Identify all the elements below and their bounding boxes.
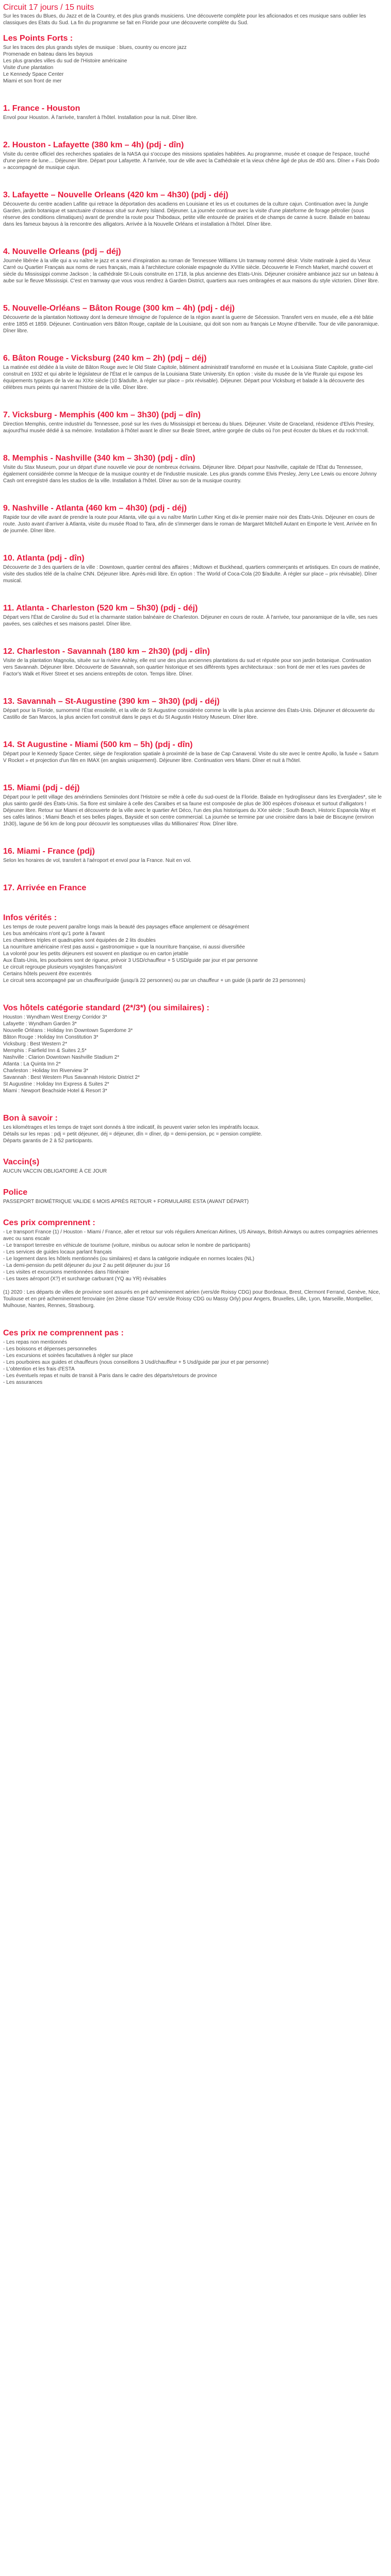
itinerary: [3, 103, 382, 894]
hotel-item: Vicksburg : Best Western 2*: [3, 1041, 68, 1047]
strength-item: Visite d'une plantation: [3, 65, 54, 71]
hotel-item: Lafayette : Wyndham Garden 3*: [3, 1021, 77, 1027]
price-excludes-item: - Les assurances: [3, 1380, 43, 1385]
info-item: Le circuit sera accompagné par un chauffeur/guide (jusqu'à 22 personnes) ou par un chauffeur + un guide (à partir de 23 personnes): [3, 978, 306, 984]
strength-item: Miami et son front de mer: [3, 78, 62, 84]
day-title: 5. Nouvelle-Orléans – Bâton Rouge (300 km – 4h) (pdj - déj): [3, 304, 235, 313]
vaccine-text: AUCUN VACCIN OBLIGATOIRE À CE JOUR: [3, 1168, 107, 1174]
hotel-item: Charleston : Holiday Inn Riverview 3*: [3, 1068, 89, 1074]
hotel-item: Houston : Wyndham West Energy Corridor 3*: [3, 1014, 107, 1020]
day-title: 12. Charleston - Savannah (180 km – 2h30) (pdj - dîn): [3, 647, 210, 656]
price-includes-item: - Le transport terrestre en véhicule de tourisme (voiture, minibus ou autocar selon le nombre de participants): [3, 1243, 251, 1248]
day-title: 9. Nashville - Atlanta (460 km – 4h30) (pdj - déj): [3, 504, 187, 513]
hotel-item: St Augustine : Holiday Inn Express & Suites 2*: [3, 1081, 109, 1087]
price-excludes-title: Ces prix ne comprennent pas :: [3, 1329, 124, 1337]
day-text: La matinée est dédiée à la visite de Bâton Rouge avec le Old State Capitole, bâtiment administratif transformé en musée et la Louisiana State Capitole, gratte-ciel construit en 1932 et qui abrite le législateur de l'État et le campus de la Louisiana State University. En option : visite du musée de la Vie Rurale qui expose les équipements typiques de la vie au XIXe siècle (10 $/adulte, à régler sur place – prix révisable). Déjeuner. Départ pour Vicksburg et balade à la découverte des célèbres murs peints qui narrent l'histoire de la ville. Dîner libre.: [3, 365, 373, 391]
price-includes-item: - Les services de guides locaux parlant français: [3, 1249, 112, 1255]
day-text: Découverte de 3 des quartiers de la ville : Downtown, quartier central des affaires ; Midtown et Buckhead, quartiers commerçants et artistiques. En cours de matinée, visite des studios télé de la chaîne CNN. Déjeuner libre. Après-midi libre. En option : The World of Coca-Cola (20 $/adulte. À régler sur place – prix révisable). Dîner musical.: [3, 565, 380, 584]
day-text: Direction Memphis, centre industriel du Tennessee, posé sur les rives du Mississippi et berceau du blues. Déjeuner. Visite de Graceland, résidence d'Elvis Presley, aujourd'hui musée dédié à sa mémoire. Installation à l'hôtel avant le dîner sur Beale Street, artère gorgée de clubs où l'on peut écouter du blues et du rock'n'roll.: [3, 421, 374, 434]
day-text: Envol pour Houston. À l'arrivée, transfert à l'hôtel. Installation pour la nuit. Dîner libre.: [3, 115, 198, 121]
day-title: 1. France - Houston: [3, 104, 80, 113]
day-text: Visite du Stax Museum, pour un départ d'une nouvelle vie pour de nombreux écrivains. Déjeuner libre. Départ pour Nashville, capitale de l'État du Tennessee, également considérée comme la Mecque de la musique country et de l'industrie musicale. Les plus grands comme Elvis Presley, Jerry Lee Lewis ou encore Johnny Cash ont enregistré dans les studios de la ville. Installation à l'hôtel. Dîner au son de la musique country.: [3, 465, 377, 484]
info-item: Les chambres triples et quadruples sont équipées de 2 lits doubles: [3, 938, 156, 943]
hotel-item: Bâton Rouge : Holiday Inn Constitution 3*: [3, 1035, 99, 1040]
infos-list: [3, 924, 382, 984]
circuit-title: Circuit 17 jours / 15 nuits: [3, 3, 94, 12]
day-text: Découverte de la plantation Nottoway dont la demeure témoigne de l'opulence de la région avant la guerre de Sécession. Transfert vers en musée, elle a été bâtie entre 1855 et 1859. Déjeuner. Continuation vers Bâton Rouge, capitale de la Louisiane, qui doit son nom au français Le Moyne d'Iberville. Tour de ville panoramique. Dîner libre.: [3, 315, 379, 334]
price-includes-item: - Les taxes aéroport (X?) et surcharge carburant (YQ au YR) révisables: [3, 1276, 167, 1282]
info-item: Le circuit regroupe plusieurs voyagistes français/ont: [3, 964, 122, 970]
info-item: Aux États-Unis, les pourboires sont de rigueur, prévoir 3 USD/chauffeur + 5 USD/guide par jour et par personne: [3, 958, 258, 963]
good-to-know-title: Bon à savoir :: [3, 1114, 58, 1123]
price-excludes-item: - Les boissons et dépenses personnelles: [3, 1346, 97, 1352]
day-title: 16. Miami - France (pdj): [3, 847, 95, 856]
info-item: Certains hôtels peuvent être excentrés: [3, 971, 92, 977]
price-excludes-list: [3, 1339, 382, 1386]
hotel-item: Miami : Newport Beachside Hotel & Resort 3*: [3, 1088, 107, 1094]
day-title: 11. Atlanta - Charleston (520 km – 5h30) (pdj - déj): [3, 604, 198, 613]
price-excludes-item: - L'obtention et les frais d'ESTA: [3, 1366, 75, 1372]
hotel-item: Memphis : Fairfield Inn & Suites 2,5*: [3, 1048, 87, 1054]
day-title: 7. Vicksburg - Memphis (400 km – 3h30) (pdj – dîn): [3, 411, 201, 419]
price-includes-title: Ces prix comprennent :: [3, 1218, 95, 1227]
good-to-know-item: Les kilométrages et les temps de trajet sont donnés à titre indicatif, ils peuvent varier selon les impératifs locaux.: [3, 1125, 259, 1130]
price-includes-item: - Le logement dans les hôtels mentionnés (ou similaires) et dans la catégorie indiquée en normes locales (NL): [3, 1256, 254, 1262]
strengths-list: [3, 44, 382, 84]
departure-note: (1) 2020 : Les départs de villes de province sont assurés en pré acheminement aérien (vers/de Roissy CDG) pour Bordeaux, Brest, Clermont Ferrand, Genève, Nice, Toulouse et en pré acheminement ferroviaire (en 2ème classe TGV vers/de Roissy CDG ou Massy Orly) pour Angers, Bruxelles, Lille, Lyon, Marseille, Montpellier, Mulhouse, Nantes, Rennes, Strasbourg.: [3, 1290, 380, 1309]
hotel-item: Atlanta : La Quinta Inn 2*: [3, 1061, 61, 1067]
strengths-title: Les Points Forts :: [3, 34, 73, 43]
day-title: 2. Houston - Lafayette (380 km – 4h) (pdj - dîn): [3, 141, 184, 149]
info-item: Les temps de route peuvent paraître longs mais la beauté des paysages efface amplement ce désagrément: [3, 924, 249, 930]
price-excludes-item: - Les excursions et soirées facultatives à régler sur place: [3, 1353, 133, 1359]
price-includes-list: [3, 1229, 382, 1282]
day-title: 14. St Augustine - Miami (500 km – 5h) (pdj - dîn): [3, 740, 193, 749]
price-includes-item: - Le transport France (1) / Houston - Miami / France, aller et retour sur vols réguliers American Airlines, US Airways, British Airways ou autres compagnies aériennes avec ou sans escale: [3, 1229, 378, 1242]
good-to-know-list: [3, 1124, 382, 1144]
strength-item: Sur les traces des plus grands styles de musique : blues, country ou encore jazz: [3, 45, 187, 50]
price-excludes-item: - Les pourboires aux guides et chauffeurs (nous conseillons 3 Usd/chauffeur + 5 Usd/guide par jour et par personne): [3, 1360, 269, 1365]
day-text: Visite du centre officiel des recherches spatiales de la NASA qui s'occupe des missions spatiales habitées. Au programme, musée et coaque de l'espace, touché d'une pierre de lune… Déjeuner libre. Départ pour Lafayette. À l'arrivée, tour de ville avec la Cathédrale et la vieux chêne âgé de plus de 450 ans. Dîner « Fais Dodo » accompagné de musique cajun.: [3, 151, 380, 171]
hotels-list: [3, 1014, 382, 1094]
price-excludes-item: - Les éventuels repas et nuits de transit à Paris dans le cadre des départs/retours de province: [3, 1373, 217, 1379]
day-text: Départ pour le petit village des amérindiens Seminoles dont l'Histoire se mêle à celle du sud-ouest de la Floride. Balade en hydroglisseur dans les Everglades*, site le plus sainto gardé des États-Unis. Sa flore est similaire à celle des Caraïbes et sa faune est composée de plus de 300 espèces d'oiseaux et surtout d'alligators ! Déjeuner libre. Retour sur Miami et découverte de la ville avec le quartier Art Déco, l'un des plus historiques du XXe siècle ; South Beach, Historic Espanola Way et ses cafés latinos ; Miami Beach et ses belles plages, Bayside et son centre commercial. La journée se termine par une croisière dans la baie de Biscayne (environ 1h30), lagune de 56 km de long pour découvrir les somptueuses villas du Millionaires' Row. Dîner libre.: [3, 794, 382, 827]
day-text: Départ vers l'État de Caroline du Sud et la charmante station balnéaire de Charleston. Déjeuner en cours de route. À l'arrivée, tour panoramique de la ville, ses rues pavées, ses calèches et ses maisons pastel. Dîner libre.: [3, 615, 378, 627]
police-text: PASSEPORT BIOMÉTRIQUE VALIDE 6 MOIS APRÈS RETOUR + FORMULAIRE ESTA (AVANT DÉPART): [3, 1199, 249, 1205]
price-includes-item: - La demi-pension du petit déjeuner du jour 2 au petit déjeuner du jour 16: [3, 1263, 170, 1268]
day-text: Découverte du centre acadien Lafitte qui retrace la déportation des acadiens en Louisiane et les us et coutumes de la culture cajun. Continuation avec la Jungle Garden, jardin botanique et sanctuaire d'oiseaux situé sur Avery Island. Déjeuner. La journée continue avec la visite d'une plateforme de forage pétrolier (sous réserve des conditions climatiques) avant de prendre la route pour Thibodaux, petite ville entourée de prairies et de champs de canne à sucre. Balade en bateau dans les fameux bayous à la rencontre des alligators. Arrivée à la Nouvelle Orléans et installation à l'hôtel. Dîner libre.: [3, 201, 370, 227]
day-text: Départ pour la Floride, surnommé l'État ensoleillé, et la ville de St Augustine considérée comme la ville la plus ancienne des États-Unis. Déjeuner et découverte du Castillo de San Marcos, la plus ancien fort construit dans le pays et du St Augustin History Museum. Dîner libre.: [3, 708, 375, 720]
infos-title: Infos vérités :: [3, 913, 57, 922]
day-text: Selon les horaires de vol, transfert à l'aéroport et envol pour la France. Nuit en vol.: [3, 858, 191, 863]
day-text: Journée libérée à la ville qui a vu naître le jazz et a servi d'inspiration au roman de Tennessee Williams Un tramway nommé désir. Visite matinale à pied du Vieux Carré ou Quartier Français aux noms de rues français, mais à l'architecture coloniale espagnole du XVIIIe siècle. Découverte le French Market, marché couvert et siècle du Mississippi comme Jackson ; la cathédrale St-Louis construite en 1718, la plus ancienne des Etats-Unis. Déjeuner croisière ambiance jazz sur un bateau à aube sur le fleuve Mississipi. C'est en tramway que vous vous rendrez à Garden District, quartiers aux rues ombragées et aux maisons du style victorien. Dîner libre.: [3, 258, 379, 284]
strength-item: Les plus grandes villes du sud de l'Histoire américaine: [3, 58, 127, 64]
intro-text: Sur les traces du Blues, du Jazz et de la Country, et des plus grands musiciens. Une découverte complète pour les aficionados et ces musique sans oublier les classiques des Etats du Sud. La fin du programme se fait en Floride pour une découverte complète du Sud.: [3, 13, 366, 26]
hotel-item: Nouvelle Orléans : Holiday Inn Downtown Superdome 3*: [3, 1028, 133, 1033]
good-to-know-item: Détails sur les repas : pdj = petit déjeuner, déj = déjeuner, dîn = dîner, dp = demi-pension, pc = pension complète.: [3, 1131, 263, 1137]
hotel-item: Savannah : Best Western Plus Savannah Historic District 2*: [3, 1075, 140, 1080]
price-excludes-item: - Les repas non mentionnés: [3, 1340, 67, 1345]
day-text: Départ pour le Kennedy Space Center, siège de l'exploration spatiale à proximité de la base de Cap Canaveral. Visite du site avec le centre Apollo, la fusée « Saturn V Rocket » et projection d'un film en IMAX (en anglais uniquement). Déjeuner libre. Continuation vers Miami. Dîner et nuit à l'hôtel.: [3, 751, 379, 764]
day-title: 8. Memphis - Nashville (340 km – 3h30) (pdj - dîn): [3, 454, 196, 463]
vaccine-title: Vaccin(s): [3, 1158, 40, 1166]
day-title: 6. Bâton Rouge - Vicksburg (240 km – 2h) (pdj – déj): [3, 354, 207, 363]
hotel-item: Nashville : Clarion Downtown Nashville Stadium 2*: [3, 1055, 120, 1060]
info-item: Les bus américains n'ont qu'1 porte à l'avant: [3, 931, 105, 937]
info-item: La nourriture américaine n'est pas aussi « gastronomique » que la nourriture française, ni aussi diversifiée: [3, 944, 245, 950]
police-title: Police: [3, 1188, 28, 1197]
day-title: 17. Arrivée en France: [3, 884, 87, 892]
price-includes-item: - Les visites et excursions mentionnées dans l'itinéraire: [3, 1269, 129, 1275]
info-item: La volonté pour les petits déjeuners est souvent en plastique ou en carton jetable: [3, 951, 189, 957]
good-to-know-item: Départs garantis de 2 à 52 participants.: [3, 1138, 93, 1144]
strength-item: Promenade en bateau dans les bayous: [3, 52, 93, 57]
strength-item: Le Kennedy Space Center: [3, 72, 64, 77]
day-text: Rapide tour de ville avant de prendre la route pour Atlanta, ville qui a vu naître Martin Luther King et dix-le premier maire noir des États-Unis. Déjeuner en cours de route. Justo avant d'arriver à Atlanta, visite du musée Road to Tara, afin de s'immerger dans le roman de Margaret Mitchell Autant en Emporte le Vent. Arrivée en fin de journée. Dîner libre.: [3, 515, 377, 534]
day-text: Visite de la plantation Magnolia, située sur la rivière Ashley, elle est une des plus anciennes plantations du sud et réputée pour son jardin botanique. Continuation vers Savannah. Déjeuner libre. Découverte de Savannah, son quartier historique et ses différents types architecturaux : son front de mer et les rues pavées de Factor's Walk et River Street et ses anciens entrepôts de coton. Temps libre. Dîner.: [3, 658, 371, 677]
day-title: 15. Miami (pdj - déj): [3, 784, 80, 792]
hotels-title: Vos hôtels catégorie standard (2*/3*) (ou similaires) :: [3, 1004, 209, 1012]
day-title: 10. Atlanta (pdj - dîn): [3, 554, 85, 563]
day-title: 3. Lafayette – Nouvelle Orleans (420 km – 4h30) (pdj - déj): [3, 191, 229, 199]
day-title: 13. Savannah – St-Augustine (390 km – 3h30) (pdj - déj): [3, 697, 220, 706]
day-title: 4. Nouvelle Orleans (pdj – déj): [3, 247, 121, 256]
